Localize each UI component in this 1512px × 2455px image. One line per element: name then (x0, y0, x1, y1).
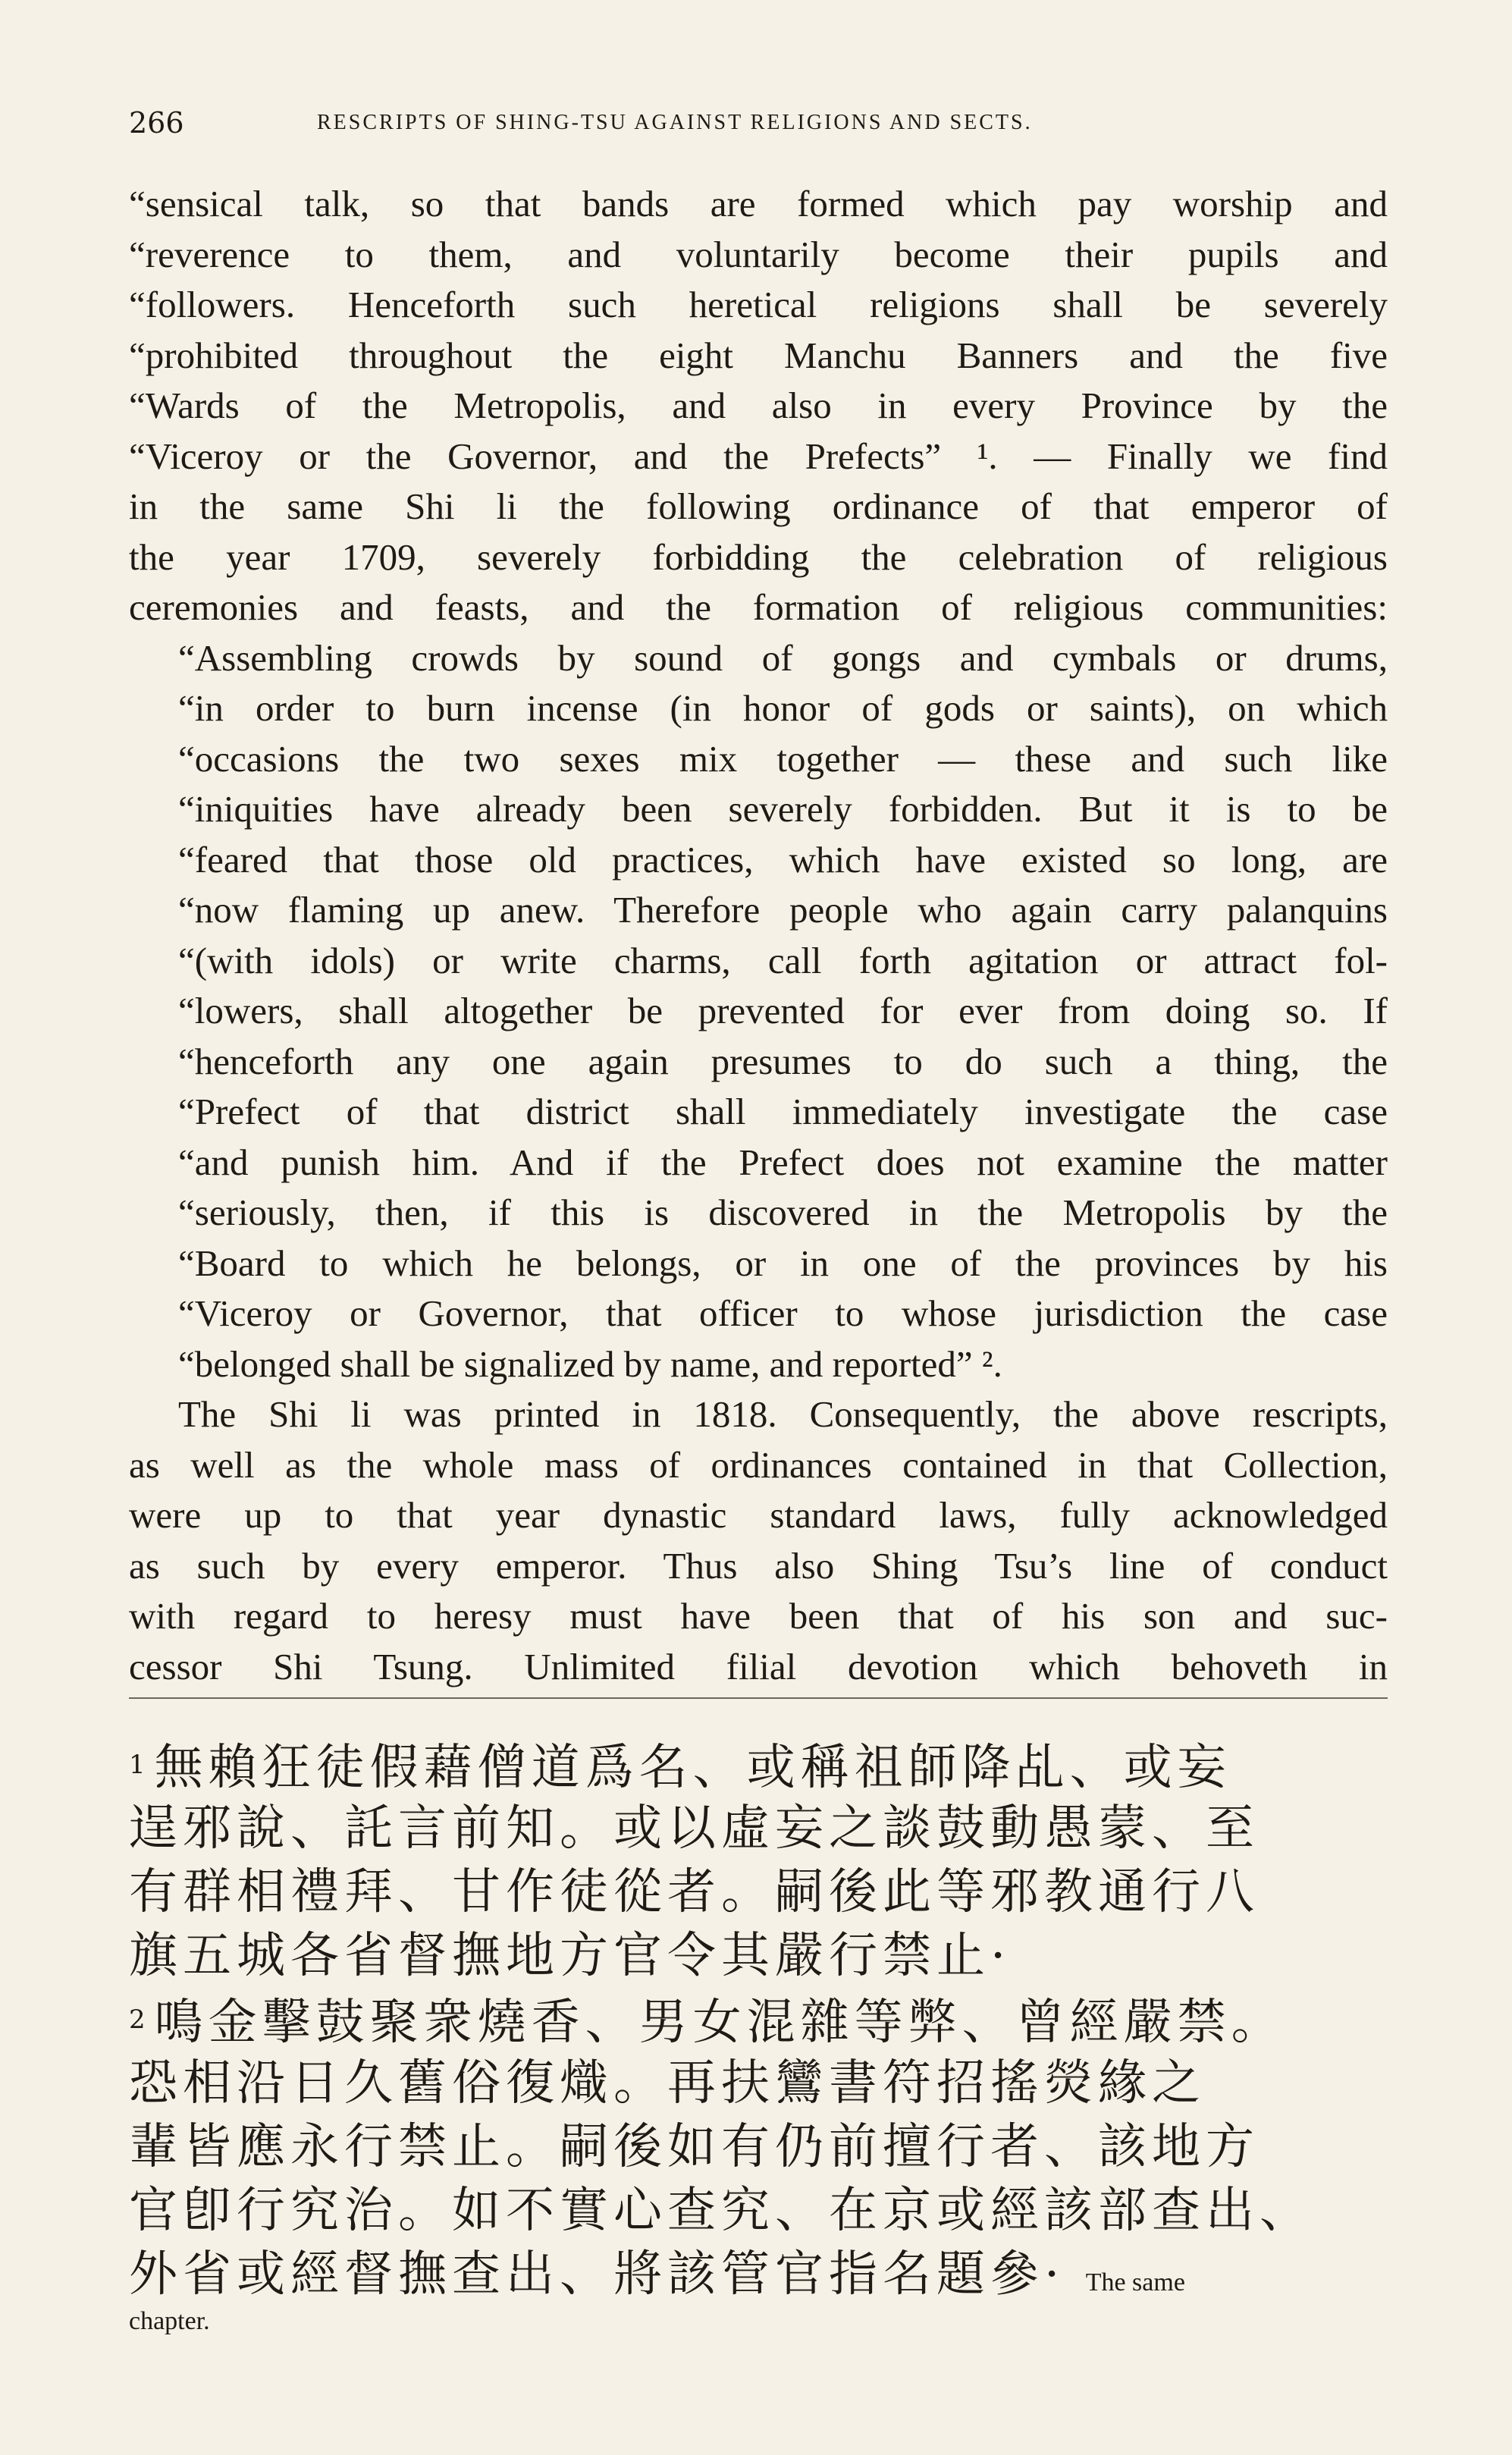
quote-line: “occasions the two sexes mix together — these and such like (178, 737, 1388, 780)
quote-line: “Prefect of that district shall immediately investigate the case (178, 1091, 1388, 1132)
quote-line: “now flaming up anew. Therefore people who again carry palanquins (178, 889, 1388, 931)
text-line: as such by every emperor. Thus also Shing Tsu’s line of conduct (129, 1544, 1388, 1587)
footnote-line: $^2$ 鳴金擊鼓聚衆燒香、男女混雜等弊、曾經嚴禁。 (129, 1995, 1285, 2051)
footnote-line: 輩皆應永行禁止。嗣後如有仍前擅行者、該地方 (129, 2119, 1259, 2175)
quote-line: “and punish him. And if the Prefect does not examine the matter (178, 1141, 1388, 1183)
footnote-line: $^1$ 無賴狂徒假藉僧道爲名、或稱祖師降乩、或妄 (129, 1740, 1231, 1796)
text-line: ceremonies and feasts, and the formation of religious communities: (129, 586, 1388, 628)
quote-line: “iniquities have already been severely forbidden. But it is to be (178, 788, 1388, 830)
text-line: “Wards of the Metropolis, and also in every Province by the (129, 385, 1388, 426)
footnotes (129, 1733, 1388, 2337)
text-line: in the same Shi li the following ordinance of that emperor of (129, 485, 1388, 527)
quote-line: “Board to which he belongs, or in one of the provinces by his (178, 1242, 1388, 1284)
text-line: as well as the whole mass of ordinances contained in that Collection, (129, 1443, 1388, 1486)
running-header (129, 106, 1388, 152)
paragraph-first-line: The Shi li was printed in 1818. Consequently, the above rescripts, (178, 1393, 1388, 1435)
footnote-1 (129, 1733, 1388, 1988)
quote-last-line: “belonged shall be signalized by name, and reported” ². (178, 1342, 1002, 1385)
quote-line: “in order to burn incense (in honor of gods or saints), on which (178, 687, 1388, 729)
quote-line: “lowers, shall altogether be prevented for ever from doing so. If (178, 990, 1388, 1031)
quote-line: “(with idols) or write charms, call forth agitation or attract fol- (178, 939, 1388, 981)
text-line: “Viceroy or the Governor, and the Prefects” ¹. — Finally we find (129, 435, 1388, 477)
footnote-separator (129, 1697, 1388, 1699)
text-line: “followers. Henceforth such heretical religions shall be severely (129, 284, 1388, 325)
footnote-line: 恐相沿日久舊俗復熾。再扶鸞書符招搖熒緣之 (129, 2055, 1206, 2111)
quote-line: “Viceroy or Governor, that officer to whose jurisdiction the case (178, 1292, 1388, 1334)
footnote-source-continuation: chapter. (129, 2307, 210, 2335)
quote-first-line: “Assembling crowds by sound of gongs and cymbals or drums, (178, 636, 1388, 679)
page-number: 266 (129, 106, 184, 140)
footnote-line: 逞邪說、託言前知。或以虛妄之談鼓動愚蒙、至 (129, 1800, 1259, 1857)
quote-line: “feared that those old practices, which have existed so long, are (178, 838, 1388, 881)
footnote-line: 官卽行究治。如不實心查究、在京或經該部查出、 (129, 2183, 1313, 2239)
footnote-marker: 2 (129, 2004, 146, 2035)
footnote-line: 有群相禮拜、甘作徒從者。嗣後此等邪教通行八 (129, 1864, 1259, 1920)
main-text (129, 179, 1388, 1692)
footnote-line: 外省或經督撫查出、將該管官指名題參· The same (129, 2246, 1185, 2303)
text-line: “reverence to them, and voluntarily become their pupils and (129, 233, 1388, 275)
text-line: were up to that year dynastic standard laws, fully acknowledged (129, 1494, 1388, 1536)
quote-line: “seriously, then, if this is discovered in the Metropolis by the (178, 1191, 1388, 1233)
text-line: with regard to heresy must have been that of his son and suc- (129, 1595, 1388, 1637)
footnote-marker: 1 (129, 1750, 146, 1780)
running-title: RESCRIPTS OF SHING-TSU AGAINST RELIGIONS AND SECTS. (317, 111, 1033, 134)
footnote-source: The same (1085, 2268, 1185, 2296)
quote-line: “henceforth any one again presumes to do such a thing, the (178, 1040, 1388, 1082)
text-line: cessor Shi Tsung. Unlimited filial devotion which behoveth in (129, 1645, 1388, 1687)
text-line: the year 1709, severely forbidding the celebration of religious (129, 535, 1388, 578)
text-line: “prohibited throughout the eight Manchu Banners and the five (129, 334, 1388, 376)
text-line: “sensical talk, so that bands are formed which pay worship and (129, 183, 1388, 224)
footnote-line: 旗五城各省督撫地方官令其嚴行禁止· (129, 1928, 1012, 1984)
footnote-2 (129, 1988, 1388, 2337)
